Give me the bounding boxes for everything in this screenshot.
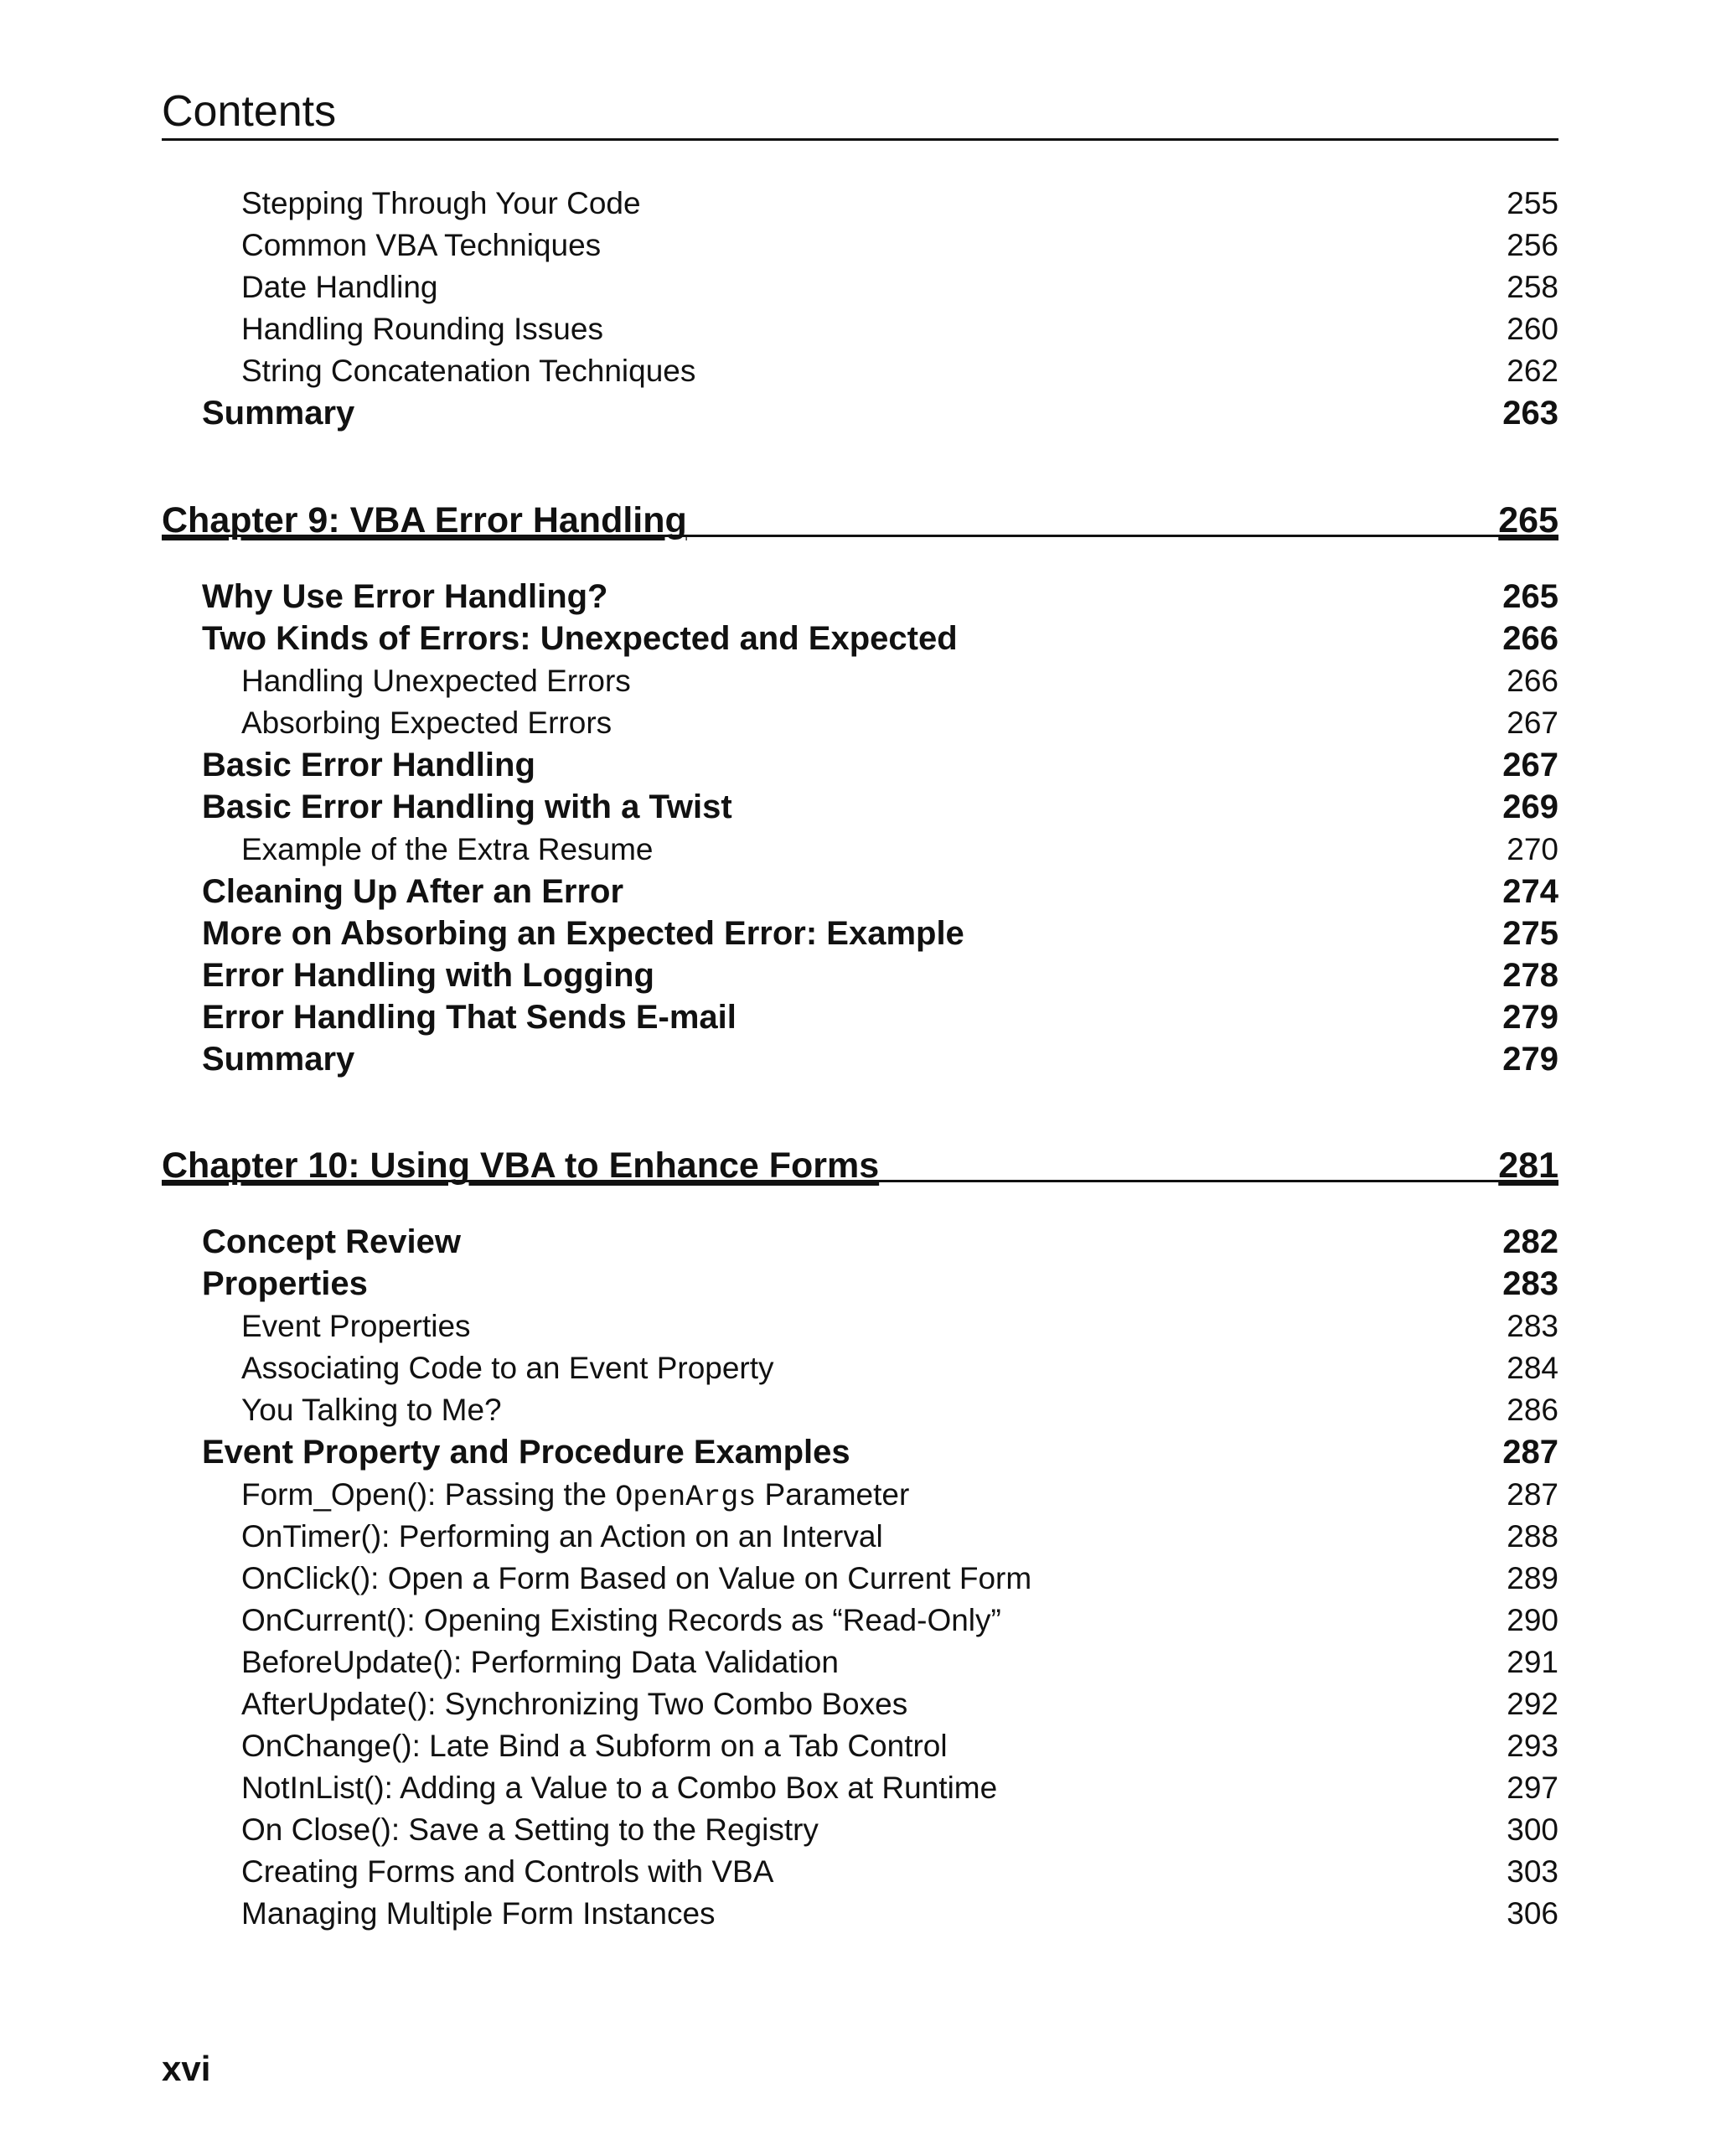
toc-entry-label: OnClick(): Open a Form Based on Value on Current Form	[241, 1561, 1032, 1595]
toc-entry-page: 288	[1507, 1519, 1558, 1554]
toc-entry-page: 278	[1502, 957, 1558, 994]
toc-entry-page: 263	[1502, 395, 1558, 432]
chapter-title: Chapter 10: Using VBA to Enhance Forms	[162, 1145, 880, 1186]
toc-entry-page: 282	[1502, 1223, 1558, 1260]
toc-entry	[0, 1351, 1558, 1393]
toc-entry	[0, 1687, 1558, 1729]
toc-entry-label: Why Use Error Handling?	[202, 578, 608, 615]
toc-entry-label: String Concatenation Techniques	[241, 354, 696, 388]
toc-entry	[0, 706, 1558, 747]
toc-entry-page: 283	[1502, 1265, 1558, 1302]
chapter-title: Chapter 9: VBA Error Handling	[162, 500, 687, 540]
toc-entry-page: 267	[1507, 706, 1558, 740]
toc-entry	[0, 270, 1558, 312]
toc-entry-label: BeforeUpdate(): Performing Data Validation	[241, 1645, 839, 1679]
header-title: Contents	[162, 87, 337, 136]
toc-entry-label: Stepping Through Your Code	[241, 186, 641, 220]
toc-entry-page: 306	[1507, 1896, 1558, 1931]
toc-entry-page: 297	[1507, 1771, 1558, 1805]
toc-entry-page: 293	[1507, 1729, 1558, 1763]
toc-entry-label: Handling Rounding Issues	[241, 312, 603, 346]
label-text-pre: Form_Open(): Passing the	[241, 1477, 616, 1512]
toc-entry-label: Event Property and Procedure Examples	[202, 1434, 850, 1471]
toc-entry-label: Basic Error Handling with a Twist	[202, 788, 732, 825]
toc-entry	[0, 395, 1558, 437]
toc-entry	[0, 1041, 1558, 1083]
toc-entry	[0, 1561, 1558, 1603]
toc-entry	[0, 873, 1558, 915]
toc-entry	[0, 1223, 1558, 1265]
toc-entry-page: 262	[1507, 354, 1558, 388]
toc-entry-page: 266	[1502, 620, 1558, 657]
toc-entry-label: Error Handling with Logging	[202, 957, 654, 994]
toc-entry-label: Associating Code to an Event Property	[241, 1351, 774, 1385]
toc-entry	[0, 1729, 1558, 1771]
toc-entry	[0, 788, 1558, 830]
toc-entry-label: NotInList(): Adding a Value to a Combo Box at Runtime	[241, 1771, 998, 1805]
toc-entry-page: 267	[1502, 747, 1558, 783]
toc-entry-page: 274	[1502, 873, 1558, 910]
toc-entry-page: 289	[1507, 1561, 1558, 1595]
toc-entry-page: 300	[1507, 1812, 1558, 1847]
toc-entry-label: OnCurrent(): Opening Existing Records as “Read-Only”	[241, 1603, 1001, 1637]
toc-entry	[0, 1896, 1558, 1938]
toc-entry-page: 284	[1507, 1351, 1558, 1385]
toc-entry	[0, 957, 1558, 999]
toc-entry-label: Absorbing Expected Errors	[241, 706, 612, 740]
toc-entry	[0, 832, 1558, 874]
toc-entry-label: OnChange(): Late Bind a Subform on a Tab Control	[241, 1729, 948, 1763]
toc-entry-page: 283	[1507, 1309, 1558, 1343]
toc-entry	[0, 915, 1558, 957]
toc-entry	[0, 1771, 1558, 1812]
toc-entry	[0, 1434, 1558, 1476]
toc-entry	[0, 1393, 1558, 1435]
toc-entry	[0, 354, 1558, 396]
toc-entry-page: 256	[1507, 228, 1558, 262]
page-folio: xvi	[162, 2049, 211, 2088]
toc-entry-label: Basic Error Handling	[202, 747, 535, 783]
toc-entry	[0, 747, 1558, 788]
toc-entry-page: 265	[1502, 578, 1558, 615]
toc-entry-label: You Talking to Me?	[241, 1393, 502, 1427]
toc-entry-label: Event Properties	[241, 1309, 471, 1343]
toc-entry-label: Date Handling	[241, 270, 438, 304]
chapter-page: 265	[1498, 500, 1558, 540]
toc-entry	[0, 999, 1558, 1041]
toc-entry-page: 255	[1507, 186, 1558, 220]
toc-entry	[0, 620, 1558, 662]
toc-entry-label: Handling Unexpected Errors	[241, 664, 631, 698]
toc-entry	[0, 1812, 1558, 1854]
toc-entry-label	[241, 1477, 909, 1514]
running-header	[162, 88, 1558, 141]
toc-entry	[0, 1265, 1558, 1307]
toc-entry-label: Error Handling That Sends E-mail	[202, 999, 737, 1036]
toc-entry-page: 292	[1507, 1687, 1558, 1721]
code-term: OpenArgs	[615, 1481, 757, 1514]
toc-entry-page: 303	[1507, 1854, 1558, 1889]
toc-entry-page: 266	[1507, 664, 1558, 698]
toc-entry	[0, 1309, 1558, 1351]
toc-entry	[0, 1645, 1558, 1687]
toc-entry-label: AfterUpdate(): Synchronizing Two Combo Boxes	[241, 1687, 908, 1721]
toc-entry-page: 290	[1507, 1603, 1558, 1637]
toc-entry-page: 269	[1502, 788, 1558, 825]
toc-entry-label: Managing Multiple Form Instances	[241, 1896, 716, 1931]
toc-entry-label: Concept Review	[202, 1223, 461, 1260]
toc-entry	[0, 578, 1558, 620]
toc-entry-label: Summary	[202, 395, 355, 432]
toc-entry	[0, 186, 1558, 228]
toc-entry-label: Two Kinds of Errors: Unexpected and Expected	[202, 620, 958, 657]
toc-entry-page: 275	[1502, 915, 1558, 952]
chapter-heading	[162, 1133, 1558, 1186]
toc-entry-page: 279	[1502, 999, 1558, 1036]
label-text-post: Parameter	[756, 1477, 910, 1512]
toc-entry-page: 270	[1507, 832, 1558, 866]
toc-entry-label: Cleaning Up After an Error	[202, 873, 624, 910]
toc-entry-label: Creating Forms and Controls with VBA	[241, 1854, 774, 1889]
toc-entry	[0, 312, 1558, 354]
toc-entry-label: Example of the Extra Resume	[241, 832, 654, 866]
toc-entry-page: 286	[1507, 1393, 1558, 1427]
toc-entry-label: OnTimer(): Performing an Action on an Interval	[241, 1519, 883, 1554]
toc-entry	[0, 228, 1558, 270]
toc-entry-page: 287	[1507, 1477, 1558, 1512]
chapter-heading	[162, 488, 1558, 540]
toc-entry-label: Summary	[202, 1041, 355, 1078]
toc-entry-label: Properties	[202, 1265, 368, 1302]
toc-entry	[0, 1519, 1558, 1561]
toc-entry	[0, 1477, 1558, 1519]
toc-entry	[0, 1603, 1558, 1645]
toc-entry	[0, 664, 1558, 706]
toc-entry-page: 279	[1502, 1041, 1558, 1078]
toc-entry-page: 258	[1507, 270, 1558, 304]
toc-entry-page: 287	[1502, 1434, 1558, 1471]
toc-entry-label: Common VBA Techniques	[241, 228, 602, 262]
toc-entry	[0, 1854, 1558, 1896]
toc-entry-page: 291	[1507, 1645, 1558, 1679]
toc-entry-page: 260	[1507, 312, 1558, 346]
toc-entry-label: More on Absorbing an Expected Error: Example	[202, 915, 964, 952]
toc-entry-label: On Close(): Save a Setting to the Registry	[241, 1812, 819, 1847]
chapter-page: 281	[1498, 1145, 1558, 1186]
